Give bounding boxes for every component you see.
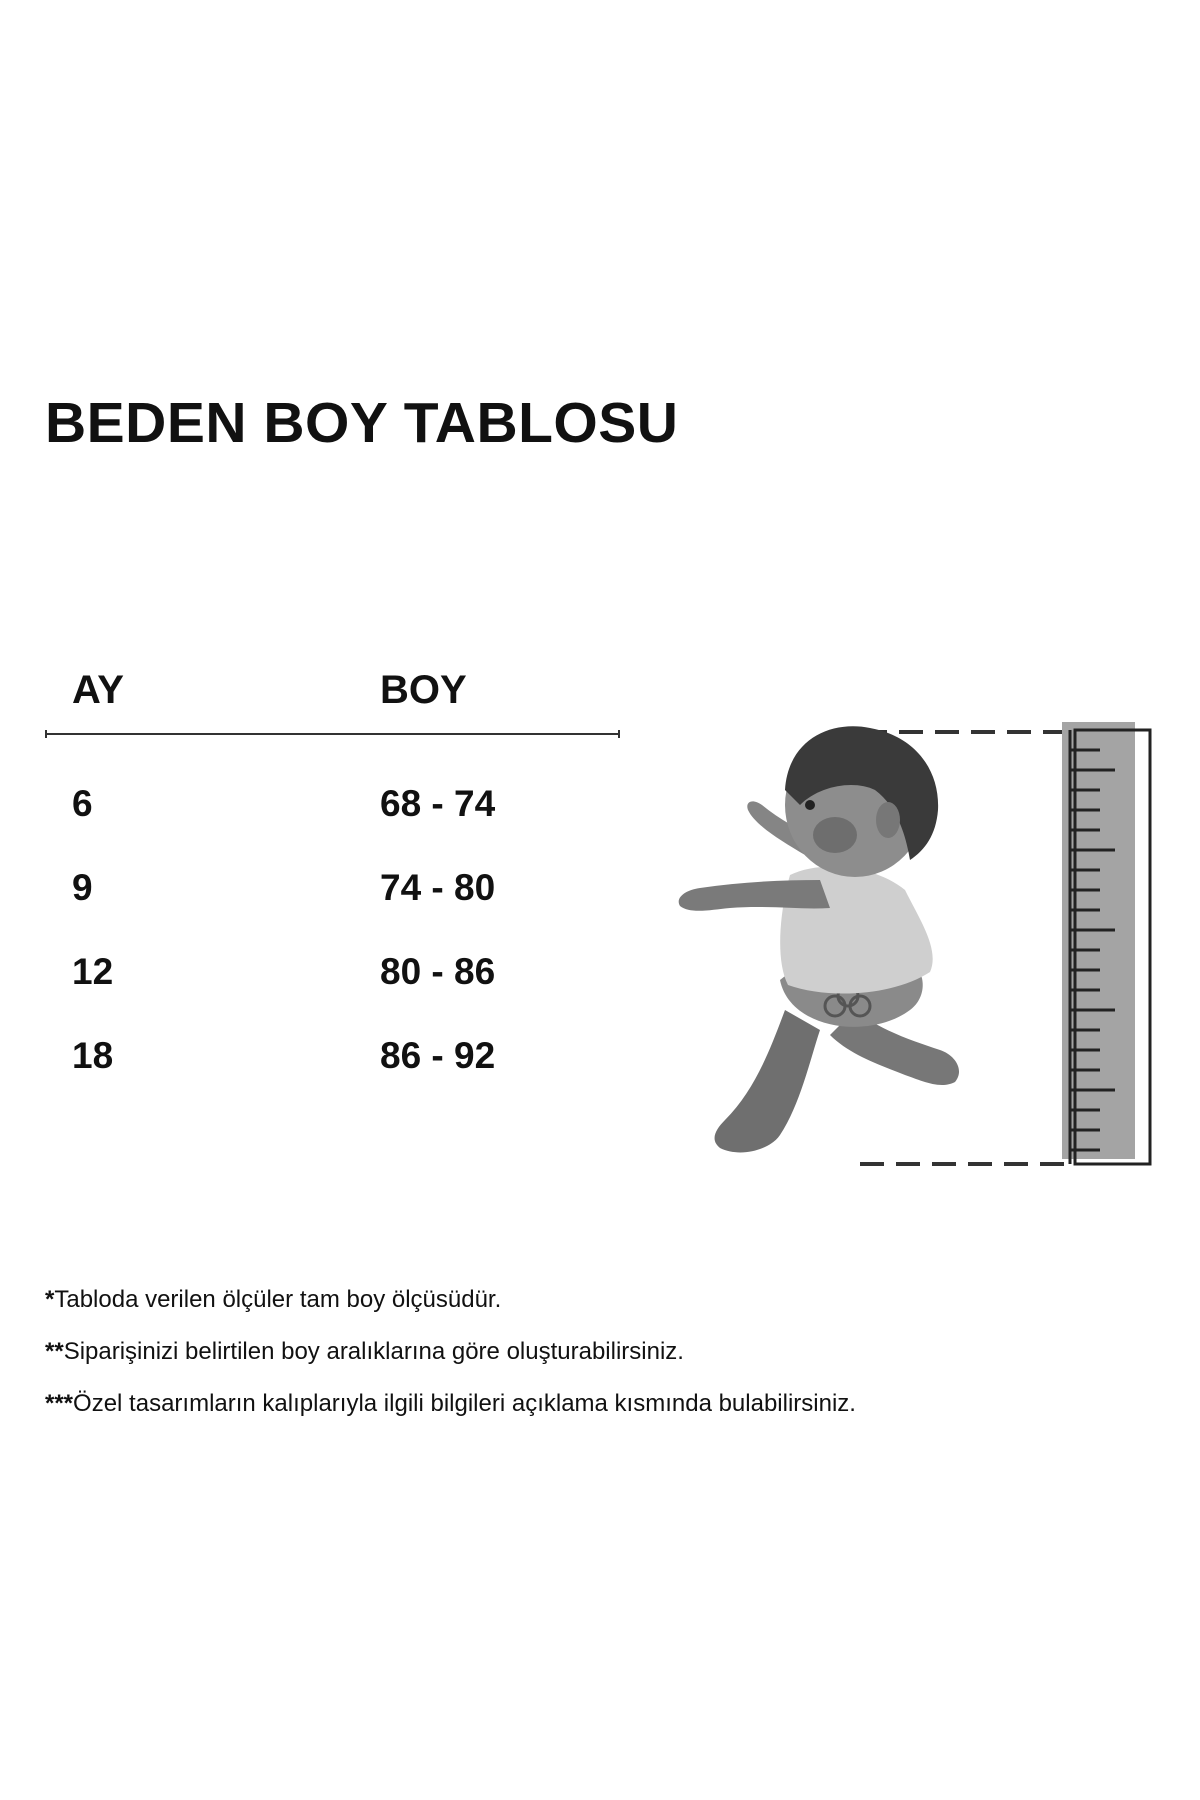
note-3 bbox=[45, 1392, 1145, 1444]
size-table bbox=[45, 668, 620, 1076]
row-ay: 6 bbox=[72, 783, 93, 824]
header-boy: BOY bbox=[380, 668, 467, 712]
note-stars: * bbox=[45, 1286, 55, 1313]
header-ay: AY bbox=[72, 668, 124, 712]
row-boy: 80 - 86 bbox=[380, 951, 496, 992]
row-ay: 12 bbox=[72, 951, 114, 992]
note-stars: ** bbox=[45, 1338, 64, 1365]
table-row bbox=[45, 1037, 620, 1121]
table-body bbox=[45, 785, 620, 1121]
table-row bbox=[45, 869, 620, 953]
note-stars: *** bbox=[45, 1390, 74, 1417]
table-header bbox=[45, 670, 620, 730]
baby-height-ruler-icon bbox=[670, 710, 1170, 1180]
note-text: Tabloda verilen ölçüler tam boy ölçüsüdür. bbox=[54, 1286, 502, 1313]
row-boy: 86 - 92 bbox=[380, 1035, 496, 1076]
note-1 bbox=[45, 1288, 1145, 1340]
row-boy: 68 - 74 bbox=[380, 783, 496, 824]
notes bbox=[45, 1288, 1145, 1444]
note-text: Özel tasarımların kalıplarıyla ilgili bilgileri açıklama kısmında bulabilirsiniz. bbox=[73, 1390, 856, 1417]
header-divider bbox=[45, 733, 620, 735]
table-row bbox=[45, 785, 620, 869]
row-ay: 18 bbox=[72, 1035, 114, 1076]
note-text: Siparişinizi belirtilen boy aralıklarına göre oluşturabilirsiniz. bbox=[63, 1338, 684, 1365]
note-2 bbox=[45, 1340, 1145, 1392]
row-ay: 9 bbox=[72, 867, 93, 908]
table-row bbox=[45, 953, 620, 1037]
row-boy: 74 - 80 bbox=[380, 867, 496, 908]
page-title: BEDEN BOY TABLOSU bbox=[45, 391, 679, 455]
